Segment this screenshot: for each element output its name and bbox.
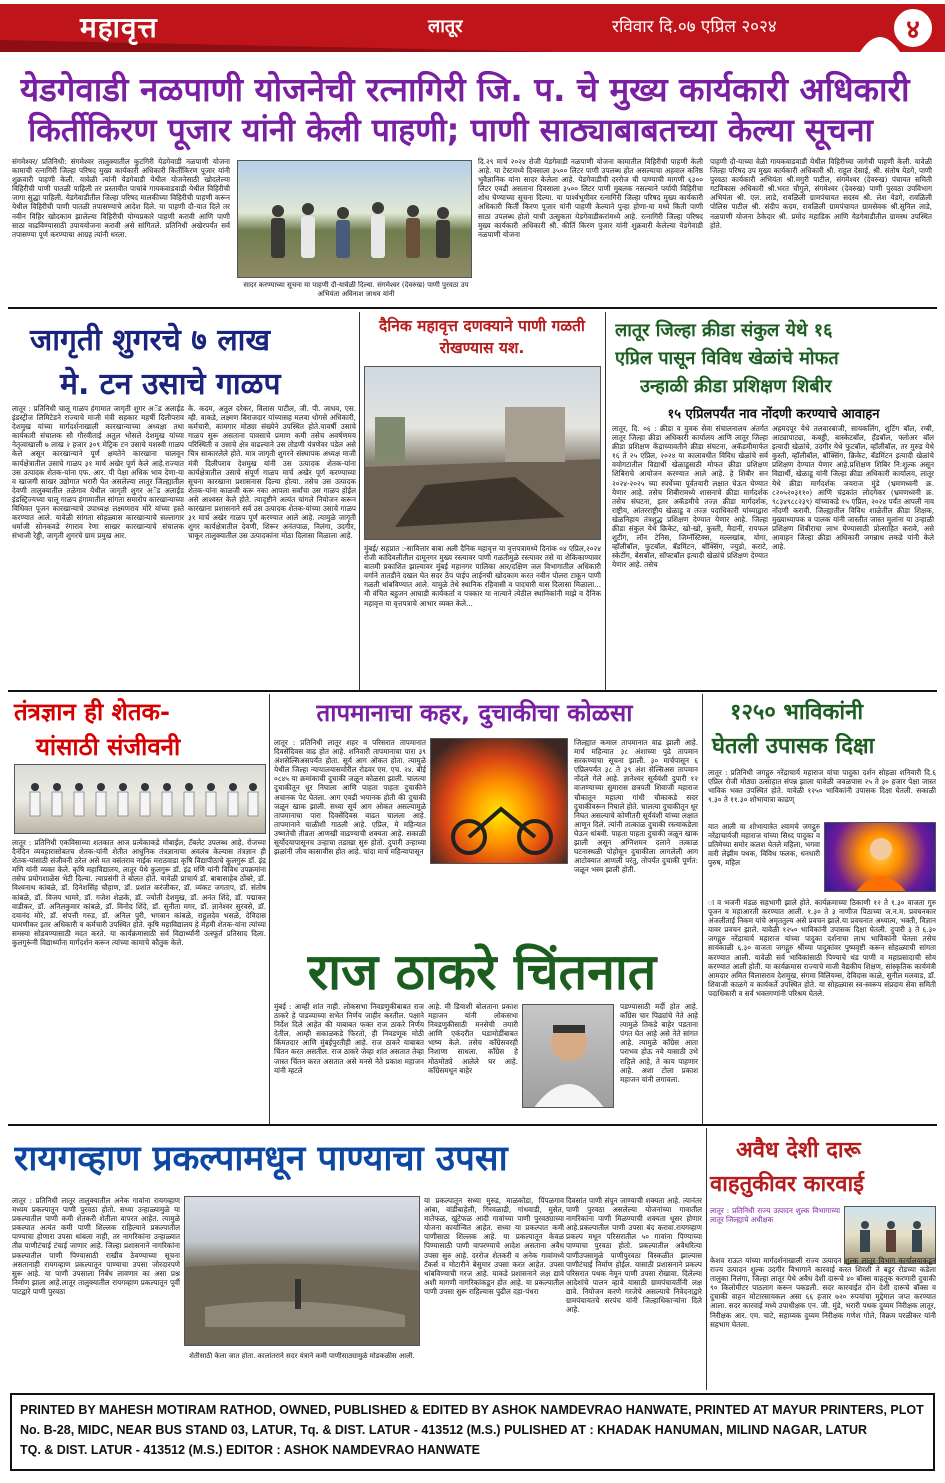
story7-photo [824,822,936,892]
divider [359,312,360,690]
story3-caption: मुंबई/ सहप्रात :-सावित्तार बाबा अली दैनिक महावृत्त या वृत्तपत्रामध्ये दिनांक ०४ एप्रिल,२०२४ रोजी कांदिवलीतील दामूनगर मुख्य रस्त्यावर पाणी गळतीमुळे रस्त्यावर तसे या शेकिकाण्यावर बातमी प्रकाशित झाल्यावर मुंबई महानगर पालिका आर/दक्षिण जल विभागातील अधिकारी वर्गाने तातडीने दखल घेत सदर ठेंप पाईप लाईनची खोदकाम करत नवीन पोलरा टाकून पाणी गळती थांबविण्यात आले. यामुळे तेथे स्थानिक रहिवासी व पादचारी यास दिलासा मिळाला... मी वंचित बहुजन आघाडी कार्यकर्ता व पत्रकार या नात्याने त्येठील स्थानिकांनी माझे व दैनिक महावृत्त या वृत्तपत्राचे आभार व्यक्त केले... [364,544,601,608]
story7-body-a: लातूर : प्रतिनिधी जगद्गुरु नरेंद्राचार्य महाराज यांचा पादुका दर्शन सोहळा शनिवारी दि.६ एप्रिल रोजी मोठ्या उत्साहात संपन्न झाला यावेळी जवळपास २५ ते ३० हजार पेक्षा जास्त भाविक भक्त उपस्थित होते. यावेळी १२५० भाविकांनी उपासक दिक्षा घेतली. सकाळी ९.३० ते ११.३० शोभायात्रा काढण् [708,768,936,805]
story7-headline-line1: १२५० भाविकांनी [730,700,864,725]
imprint-line3: TQ. & DIST. LATUR - 413512 (M.S.) EDITOR : ASHOK NAMDEVRAO HANWATE [20,1443,480,1457]
divider [706,1128,707,1390]
story1-photo [237,160,472,278]
guru-portrait-icon [825,823,936,892]
story9-col3: दिवसांत पाणी संपून जाण्याची शक्यता आहे. त्यानंतर पाणी पुरवठा असलेल्या योजनांच्या गावातील नागरिकांना पाणी मिळण्याची शक्यता धूसर होणार आहे.प्रकल्पातील पाणी उपसा बंद करावा.रायगव्हाण प्रकल्प मधून परिसरातील ५० गावांना पिण्याच्या पाण्याचा पुरवठा होतो. प्रकल्पातील अवैधरित्या पाणीउपसामुळे पाणीपुरवठा विस्कळीत झाल्यास पाणीटंचाई निर्माण होईल. यासाठी प्रशासनाने प्रकल्प परिसरात पथक नेमून पाणी उपसा रोखावा. दिलेल्या आदेशांचे पालन व्हावे यासाठी ग्रामपंचायतींनी लक्ष द्यावे. नियोजन करणे गरजेचे असल्याचे निवेदनाद्वारे ग्रामपंचायतचे सरपंच यांनी जिल्हाधिकाऱ्यांना दिले आहे. [566,1196,702,1315]
story10-headline-line2: वाहतुकीवर कारवाई [710,1172,864,1197]
story2-headline-line1: जागृती शुगरचे ७ लाख [30,323,270,358]
story9-headline: रायगव्हाण प्रकल्पामधून पाण्याचा उपसा [14,1139,508,1179]
page-number-badge [891,6,935,50]
imprint-box [10,1393,935,1471]
story1-headline-line2: किर्तीकिरण पूजार यांनी केली पाहणी; पाणी साठ्याबाबतच्या केल्या सूचना [28,111,873,149]
imprint-line2: No. B-28, MIDC, NEAR BUS STAND 03, LATUR, Tq. & DIST. LATUR - 413512 (M.S.) PULISHED AT : KHADAK HANUMAN, MILIND NAGAR, LATUR [20,1423,868,1437]
story3-photo [364,366,601,540]
road-repair-icon [365,367,601,540]
story7-headline-line2: घेतली उपासक दिक्षा [712,734,875,759]
story4-headline-line2: एप्रिल पासून विविध खेळांचे मोफत [615,348,839,369]
brand-name: महावृत्त [80,11,158,44]
story1-photo-caption: सादर करण्याच्या सूचना या पाहणी दौ-यावेळी दिल्या. संगमेश्वर (देवरुख) पाणी पुरवठा उप अभियंता अविनाश जाधव यांनी [243,281,469,298]
story3-headline: दैनिक महावृत्त दणक्याने पाणी गळती रोखण्यास यश. [379,317,585,357]
story9-photo [184,1196,420,1346]
story4-headline-line3: उन्हाळी क्रीडा प्रशिक्षण शिबीर [640,376,832,397]
story6-headline: तापमानाचा कहर, दुचाकीचा कोळसा [316,699,633,727]
story5-photo [14,764,266,834]
story6-col2: जिल्ह्यात कमाल तापमानात वाढ झाली आहे. मार्च महिन्यात ३८ अंशाच्या पुढे तापमान सरकण्याचा सूचना झाली. ३० मार्चपासून ६ एप्रिलपर्यंत ३८ ते ३९ अंश सेल्सिअस तापमान नोंदले गेले आहे. ज्ञानेश्वर सूर्यवंशी दुपारी १२ वाजण्याच्या सुमारास छत्रपती शिवाजी महाराज चौकातून महात्मा गांधी चौकाकडे सदर दुचाकीवरून निघाले होते. चालत्या दुचाकीतून धूर निघत असल्याचे कोणीतरी सूर्यवंशी यांच्या लक्षात आणून दिले. त्यांनी तात्काळ दुचाकी रस्त्याकडेला घेऊन थांबवी. पाहता पाहता दुचाकी जळून खाक झाली असून अग्निशमन दलाने तत्काळ घटनास्थळी पोहोचून दुचाकीला लागलेली आग आटोक्यात आणली परंतु, तोपर्यंत दुचाकी पूर्णत: जळून भस्म झाली होती. [574,738,698,875]
imprint-line1: PRINTED BY MAHESH MOTIRAM RATHOD, OWNED, PUBLISHED & EDITED BY ASHOK NAMDEVRAO HANWATE, PRINTED AT MAYUR PRINTERS, PLOT [20,1403,924,1417]
people-group-icon [238,161,472,278]
divider [702,694,703,1124]
story8-col3: पडण्यासाठी मर्दी होत आहे. काँग्रेस चार पिढ्यांचे नेते आहे त्यामुळे तिकडे बाहेर पडताना पंगत घेत आहे असे नेते सांगत आहे. त्यामुळे काँग्रेस आता पराभव होऊ नये यासाठी उभे राहिले आहे, ते काय पाहणार आहे. अशा टोला प्रकाश महाजन यांनी लगावला. [620,1002,698,1084]
story10-photo-caption: लातूर : प्रतिनिधी राज्य उत्पादन शुल्क विभागाच्या लातूर जिल्ह्याचे अधीक्षक [710,1206,840,1225]
divider [8,690,937,692]
city-name: लातूर [428,16,463,37]
story9-col1: लातूर : प्रतिनिधी लातूर तालुक्यातील अनेक गावांना रायगव्हाण मध्यम प्रकल्पातून पाणी पुरवठा होतो. सध्या उन्हाळ्यामुळे या प्रकल्पातील पाणी कमी शेतकरी शेतीला वापरत आहेत. त्यामुळे प्रकल्पात अत्यंत कमी पाणी शिल्लक राहिल्याने प्रकल्पातील पाण्याचा होणारा उपसा थांबला नाही, तर नागरिकांना उन्हाळ्यात तीव्र पाणीटंचाई टंचाई जाणार आहे. जिल्हा प्रशासनाने नागरिकांना प्रकल्पातील पाणी पिण्यासाठी राखीव ठेवण्याच्या सूचना असतानाही रायगव्हाण प्रकल्पातून पाण्याचा उपसा जोरदारपणे सुरू आहे. या पाणी उपसाला निर्बंध लावणार का असा प्रश्न निर्माण झाला आहे.लातूर तालुक्यातील रायगव्हाण प्रकल्पातून पूर्वी पाटद्वारे पाणी पुरवठा [12,1196,180,1296]
story6-photo [430,738,568,864]
story7-body-c: ा व भजनी मंडळ सहभागी झाले होते. कार्यक्रमाच्या ठिकाणी १२ ते १.३० वाजता गुरु पूजन व महाआरती करण्यात आली. १.३० ते ३ नाणीज पिठाच्या ज.न.म. प्रवचनकार अंजलीताई निकम यांचे अमृततुल्य असे प्रवचन झाले.या प्रवचनात अध्यात्म, भक्ती, विज्ञान यावर प्रवचन झाले. यावेळी १२५० भाविकांनी उपासक दिक्षा घेतली. दुपारी ३ ते ६.३० जगद्गुरु नरेंद्राचार्य महाराज यांच्या पादुका दर्शनाचा लाभ भाविकांनी घेतला तसेच सायंकाळी ६.३० वाजता जगद्गुरु श्रींच्या पादुकांवर पुष्पवृष्टी करून सोहळ्याची सांगता करण्यात आली. यावेळी सर्व भाविकांसाठी पिण्याचे थंड पाणी व महाप्रसादाची सोय करण्यात आली होती. या कार्यक्रमास राज्याचे माजी वैद्यकीय शिक्षण, सांस्कृतिक कार्यमंत्री आमदार अमित विलासराव देशमुख, संगमा विलियम्स, देविदास काळे, सुनील मलवाड, डॉ. शिवाजी काळगे व कार्यकर्ते उपस्थित होते. या सोहळ्यास स्व-स्वरूप संप्रदाय सेवा समिती पदाधिकारी व सर्व भक्तगणांनी परिश्रम घेतले. [708,898,936,998]
story8-col2: आहे. मी डियाशी बोलताना प्रकाश महाजन यांनी लोकसभा निवडणुकीसाठी मनसेची तयारी आणि एकंदरीत घडामोडींबाबत भाष्य केले. तसेच काँग्रेसवरही निशाणा साधला. काँग्रेस हे मोठमोठ्ये आलेले घर आहे. काँग्रेसमधून बाहेर [428,1002,518,1075]
story1-col3: दि.२९ मार्च २०२४ रोजी येडगेवाडी नळपाणी योजना कामातील विहिरीची पाहणी केली आहे. या टेस्टमध्ये दिवसाला ३५०० लिटर पाणी उपलब्ध होत असल्याचा अहवाल कनिष्ठ भुवैज्ञानिक यांना सादर केलेला आहे. येडगेवाडीची दररोज ची पाण्याची मागणी ६३०० लिटर एवढी असताना दिवसाला ३५०० लिटर पाणी मुबलक नसल्याने पर्यायी विहिरीचा शोध घेण्याच्या सूचना दिल्या. या पार्श्वभूमीवर रत्नागिरी जिल्हा परिषद मुख्य कार्यकारी अधिकारी किर्ती किरण पूजार यांनी पाहणी केल्याने पुन्हा होणा-या मध्ये किती पाणी साठा उपलब्ध होतो याची उत्सुकता येडगेवाडीकरांमध्ये आहे. रत्नागिरी जिल्हा परिषद मुख्य कार्यकारी अधिकारी श्री. कीर्ति किरण पुजार यांनी शुक्रवारी केलेल्या येडगेवाडी नळपाणी योजना [478,157,703,239]
story5-body: लातूर : प्रतिनिधी एकविसाव्या शतकात आज प्रत्येकाकडे मोबाईल, टॅबलेट उपलब्ध आहे. रोजच्या दैनंदिन व्यवहारासोबतच शेतक-यांनी शेतीत आधुनिक तंत्रज्ञानाचा अवलंब केल्यास तंत्रज्ञान ही शेतक-यांसाठी संजीवनी ठरेल असे मत वसंतराव नाईक मराठवाडा कृषि विद्यापीठाचे कुलगुरू डॉ. इंद्र मणि यांनी व्यक्त केले. कृषि महाविद्यालय, लातूर येथे कुलगुरू डॉ. इंद्र मणि यांनी विविध उपक्रमांना तसेच प्रयोगशाळेस भेटी दिल्या. त्याप्रसंगी ते बोलत होते. यावेळी प्राचार्य डॉ. बाबासाहेब ठोंबरे, डॉ. विश्वनाथ कांबळे, डॉ. दिनेशसिंह चौहाण, डॉ. प्रशांत करंजीकर, डॉ. व्यंकट जगताप, डॉ. संतोष कांबळे, डॉ. विजय भामरे, डॉ. गजेश शेळके, डॉ. ज्योती देशमुख, डॉ. अनंत शिंदे, डॉ. पद्माकर वाडीकर, डॉ. अनिलकुमार कांबळे, डॉ. विनोद शिंदे, डॉ. सुनीता मगर, डॉ. ज्ञानेश्वर सुरवसे, डॉ. दयानंद मोरे, डॉ. संपत्ती गरुड, डॉ. अनिल पुरी, भगवान कांबळे, राहुलदेव भसळे, देविदास घामणीकर इतर अधिकारी व कर्मचारी उपस्थित होते. कृषि महाविद्यालय हे मेहमी शेतक-यांना त्यांच्या समस्या सोडवण्यासाठी मदत करते. या कार्यक्रमासाठी सर्व विद्यार्थ्यांनी उत्स्फूर्त प्रतिसाद दिला. कुलगुरूंनी विद्यार्थ्यांना मार्गदर्शन करून त्यांच्या कामाचे कौतुक केले. [12,838,266,948]
story2-headline-line2: मे. टन उसाचे गाळप [60,367,281,402]
divider [8,307,937,309]
story9-photo-caption: शेतीसाठी केला जात होता. कालांतराने सदर यंत्राने कमी पाणीसाठ्यामुळे मोडकळीस आली. [189,1352,415,1360]
story10-headline-line1: अवैध देशी दारू [736,1138,861,1163]
divider [8,1124,937,1126]
divider [605,312,606,690]
person-portrait-icon [523,1005,614,1108]
story8-col1: मुंबई : आम्ही शांत नाही. लोकसभा निवडणुकीबाबत राज ठाकरे हे पाडव्याच्या सभेत निर्णय जाहीर करतील. पक्षाने निर्देश दिले आहेत की याबाबत फक्त राज ठाकरे निर्णय देतील. आम्ही सकाळकडे फिरतो, ही निवडणूक मोठी किंमतदार आणि मुंबईपुरतीही आहे. राज ठाकरे याबाबत चिंतन करत असतील. राज ठाकरे जेव्हा शांत असतात तेव्हा जास्त चिंतन करत असतात असे मनसे नेते प्रकाश महाजन यांनी म्हटले [274,1002,424,1075]
story6-col1: लातूर : प्रतिनिधी लातूर शहर व परिसरात तापमानात दिवसेंदिवस वाढ होत आहे. शनिवारी तापमानाचा पारा ३९ अंशसेल्सिअसपर्यंत होता. सूर्य आग ओकत होता. त्यामुळे येथील जिल्हा न्यायालयासमोरील रोडवर एम. एच. २४. बीई ०८४५ या क्रमांकाची दुचाकी जळून कोळसा झाली. चालत्या दुचाकीतून धूर निघाला आणि पाहता पाहता दुचाकीने अचानक पेट घेतला. आग एवढी भयानक होती की दुचाकी जळून खाक झाली. सध्या सूर्य आग ओकत असल्यामुळे तापमानाचा पारा दिवसेंदिवस वाढत चालला आहे. तापमानाने चाळीशी गाठली आहे. एप्रिल, मे महिन्यात उष्णतेची तीव्रता आणखी वाढण्याची शक्यता आहे. सकाळी सूर्योदयापासूनच उन्हाचा तडाखा सुरु होतो. दुपारी उन्हाच्या झळांनी जीव कासावीस होत आहे. चांदा मार्च महिन्यापासून [274,738,426,857]
issue-date: रविवार दि.०७ एप्रिल २०२४ [612,17,777,37]
story4-col2: अहमदपूर येथे तलवारबाजी, सायकलिंग, शुटिंग बॉल, रग्बी, आट्यापाट्या, कबड्डी, बास्केटबॉल, हँडबॉल, फ्लोअर बॉल इत्यादी खेळांचे, उदगीर येथे फुटबॉल, व्हॉलीबॉल, तर मुरुड येथे कुस्ती, व्हॉलीबॉल, बॉक्सिंग, क्रिकेट, बॅडमिंटन इत्यादी खेळांचे प्रशिक्षण देण्यात येणार आहे.प्रशिक्षण शिबिर नि:शुल्क असून विद्यार्थी, खेळाडू यांनी जिल्हा क्रीडा अधिकारी कार्यालय, लातूर येथे क्रीडा मार्गदर्शक जयराज मुंडे (भ्रमणध्वनी क्र. ८२०५२०३११०) आणि चंद्रकांत लोदगेकर (भ्रमणध्वनी क्र. ९८३४९८८२३९) यांच्याकडे १५ एप्रिल, २०२४ पर्यंत आपली नाव नोंदणी करावी. जिल्ह्यातील विविध शाळेतील क्रीडा शिक्षक, मुख्याध्यापक व पालक यांनी जास्तीत जास्त मुलांना या उन्हाळी प्रशिक्षण शिबीराचा लाभ घेण्यासाठी प्रोत्साहित करावे, असे आवाहन जिल्हा क्रीडा अधिकारी जगन्नाथ लकडे यांनी केले आहे. [772,424,934,552]
story2-col2: के. कदम, अतुल दरेकर, विलास पाटील, जी. पी. जाधव, एस. व्ही. वाकडे, लक्ष्मण बिराजदार यांच्यासह मलवा धोगसे अधिकारी, कर्मचारी, कामगार मोठ्या संख्येने उपस्थित होते.यावर्षी उसाचे गाळप सुरू असताना पावसाचे प्रमाण कमी तसेच अवर्षणमय परिस्थिती व उसाचे क्षेत्र वाढल्याने उस तोडणी यंत्रणेवर पडेल असे चित्र साकारलेले होते. मात्र जागृती शुगरने संस्थापक अध्यक्ष माजी मंत्री दिलीपराव देशमुख यांनी उस उत्पादक शेतक-यांना कार्यक्षेत्रातील उसाचे संपूर्ण गाळप मार्च अखेर पूर्ण करण्याच्या सूचना कारखाना प्रशासनास दिल्या होत्या. तसेच उस उत्पादक शेतक-यांना काळजी करू नका आपला सर्वांचा उस गाळप होईल असे आश्वस्त केले होते. त्यादृष्टीने अत्यंत चांगले नियोजन करून कारखाना प्रशासनाने सर्व उस उत्पादक शेतक-यांच्या उसाचे गाळप ३१ मार्च अखेर गाळप पूर्ण करण्यात आले आहे. त्यामुळे जागृती शुगर कार्यक्षेत्रातील देवणी, शिरूर अनंतपाळ, निलंगा, उदगीर, चाकूर तालुक्यातील उस उत्पादकांना मोठा दिलासा मिळाला आहे. [188,404,356,541]
burning-bike-icon [431,739,568,864]
story1-col1: संगमेश्वर/ प्रतिनिधी: संगमेश्वर तालुक्यातील कुटगिरी येडगेवाडी नळपाणी योजना कामाची रत्नागिरी जिल्हा परिषद मुख्य कार्यकारी अधिकारी किर्तीकिरण पूजार यांनी शुक्रवारी पाहणी केली. यावेळी त्यांनी येडगेवाडी येथील योजनेसाठी खोदलेल्या विहिरीची पाणी पातळी पाहिली तर प्रस्तावीत पाचांबे गायकवाडवाडी येथील विहिरीची जागा सुद्धा पाहिली. येडगेवाडीतील जिल्हा परिषद मालकीच्या विहिरीची पाहणी करून येथील विहिरीची पाणी पातळी तपासण्याचे आदेश दिले. या पाहणी दौ-यात दिले तर नवीन विहिर खोदकाम झालेल्या विहिरीची योग्यप्रकारे पाहणी करावी आणि पाणी साठा वाढविण्यासाठी उपाययोजना करावी असे सांगितले. प्रतिनिधी अखेरपर्यंत सर्व तपासण्या पूर्ण करण्याचा आग्रह त्यांनी धरला. [12,157,230,239]
masthead-bar [0,0,945,58]
story9-col2: या प्रकल्पातून सध्या मुरुड, माळकोडा, पिंपळगाव आंबा, वांडीबाहेली, गिरवळाद्री, गांधवाडी, मुसेत, मातेफळ, खुंटेफळ आदी गावांच्या पाणी पुरवठ्याच्या योजना कार्यान्वित आहेत. सध्या या प्रकल्पात कमी पाणीसाठा शिल्लक आहे. या प्रकल्पातून केवळ पिण्यासाठी पाणी वापरण्याचे आदेश असताना अवैध उपसा सुरु आहे. दररोज शेतकरी व अनेक गावांमध्ये टँकर्स व मोटारीने बेसुमार उपसा करत आहेत. उपसा थांबविण्याची गरज आहे. याकडे प्रशासनाने लक्ष द्यावे अशी मागणी नागरिकांकडून होत आहे. या प्रकल्पातील पाणी उपसा सुरू राहिल्यास पुढील दहा-पंधरा [424,1196,564,1296]
story10-body: केशव राऊत यांच्या मार्गदर्शनाखाली राज्य उत्पादन शुल्क लातूर विभाग कार्यालयाकडून राज्य उत्पादन शुल्क उदगीर विभागाने कारवाई करत शिरशी ते बडूर रोडच्या कडेला तालुका निलंगा, जिल्हा लातूर येथे अवैध देशी दारूचे ४० बॉक्स वाहतूक करणारी दुचाकी ९० किलोमीटर पाठलाग करून पकडली. सदर कारवाईत दोन देशी दारूचे बॉक्स व दुचाकी वाहन मोटारसायकल असा ६६ हजार ७२० रुपयांचा मुद्देमाल जप्त करण्यात आला. सदर कारवाई मध्ये उपाधीक्षक एन. जी. मुंडे, भरारी पथक दुय्यम निरीक्षक लातूर, निरीक्षक आर. एम. चाटे, सहाय्यक दुय्यम निरीक्षक गणेश गोले, विक्रम परळीकर यांनी सहभाग घेतला. [710,1256,936,1329]
story8-headline: राज ठाकरे चिंतनात [307,943,657,1001]
story8-photo [522,1004,614,1108]
divider [269,694,270,1124]
story4-col1: लातूर, दि. ०६ : क्रीडा व युवक सेवा संचालनालय अंतर्गत लातूर जिल्हा क्रीडा अधिकारी कार्यालय आणि लातूर जिल्हा क्रीडा प्रशिक्षण केंद्राच्यावतीने क्रीडा संघटना, अकॅडमीमार्फत १६ ते २५ एप्रिल, २०२४ या कालावधीत विविध खेळांचे सर्व वयोगटातील विद्यार्थी खेळाडूसाठी मोफत क्रीडा प्रशिक्षण शिबिराचे आयोजन करण्यात आले आहे. हे शिबीर सन २०२४-२०२५ च्या स्पर्धेच्या पूर्वतयारी लक्षात घेऊन घेण्यात येणार आहे. तसेच शिबीरामध्ये शासनाचे क्रीडा मार्गदर्शक तसेच संघटना, इतर अकॅडमीचे तज्ज्ञ क्रीडा मार्गदर्शक, राष्ट्रीय, आंतरराष्ट्रीय खेळाडू व तज्ज्ञ पदाधिकारी यांच्याद्वारा खेळनिहाय तंत्रशुद्ध प्रशिक्षण देण्यात येणार आहे. जिल्हा क्रीडा संकुल येथे क्रिकेट, खो-खो, कुस्ती, मैदानी, रायफल शुटींग, लॉन टेनिस, जिम्नॅस्टिक्स, मल्लखांब, योगा, व्हॉलीबॉल, फुटबॉल, बॅडमिंटन, बॉक्सिंग, ज्युडो, कराटे, स्केटींग, बेसबॉल, सॉफ्टबॉल इत्यादी खेळांचे प्रशिक्षण देण्यात येणार आहे. तसेच [612,424,768,570]
story7-body-b: यात आली या शोभायात्रेत श्यामचे जगद्गुरु नरेंद्राचार्यजी महाराज यांच्या सिध्द पादुका व प्रतिमेच्या समोर कलश घेतले महिला, भगवा वारी लेझीम पथक, विविध फलक, धनधारी पुरुष, महिल [708,822,820,868]
story2-col1: लातूर : प्रतिनिधी चालू गाळप हंगामात जागृती शुगर अॅड अलाईड इंडस्ट्रीज लिमिटेडने राज्याचे माजी मंत्री सहकार महर्षी दिलीपराव देशमुख यांच्या मार्गदर्शनाखाली कारखान्याच्या अध्यक्षा तथा कार्यकारी संचालक सौ गौरवीताई अतुल भोसले देशमुख यांच्या नेतृत्वाखाली ७ लाख २ हजार ३०९ मेट्रिक टन उसाचे यशस्वी गाळप केले असून कारखान्याने पूर्ण क्षमतेने कारखाना चालवून कार्यक्षेत्रातील उसाचे गाळप ३१ मार्च अखेर पूर्ण केले आहे.राज्यात उस उत्पादक शेतक-यांना एफ. आर. पी पेक्षा अधिक भाव देणा-या व खाजगी साखर उद्योगात भरारी घेत असलेल्या लातूर जिल्ह्यातील देवणी तालुक्यातील तळेगाव येथील जागृती शुगर अॅड अलाईड इंडस्ट्रिज्यच्या चालू गाळप हंगामातील सांगता समारोप कारखान्याच्या विधिवत पूजन कारखान्याचे उपाध्यक्ष लक्ष्मणराव मोरे यांच्या हस्ते करण्यात आले. यावेळी सांगता सोहळ्यास कारखान्याचे सल्लागार धर्माजी सोनकवडे रंगाराव रेणा साखर कारखान्याचे संचालक संभाजी रेड्डी, जागृती शुगरचे ग्राम प्रमुख आर. [12,404,184,541]
dry-reservoir-icon [185,1197,420,1346]
students-group-icon [15,765,266,834]
story4-headline-line1: लातूर जिल्हा क्रीडा संकुल येथे १६ [615,320,833,341]
story5-headline-line1: तंत्रज्ञान ही शेतक- [14,698,170,726]
story5-headline-line2: यांसाठी संजीवनी [36,733,181,761]
story1-col4: पाहणी दौ-याच्या वेळी गायकवाडवाडी येथील विहिरीच्या जागेची पाहणी केली. यावेळी जिल्हा परिषद उप मुख्य कार्यकारी अधिकारी श्री. राहुल देसाई, श्री. संतोष येडगे, पाणी पुरवठा कार्यकारी अभियंता श्री.मगुरी पाटील, संगमेश्वर (देवरुख) पंचायत समिती गटविकास अधिकारी श्री.भरत चौगुले, संगमेश्वर (देवरुख) पाणी पुरवठा उपविभाग अभियंता श्री. एल. लाडे, रावळिली ग्रामपंचायत सदस्य श्री. लेश येडगे, रावळिली पोलिस पाटील श्री. संदीप कदम, रावळिली ग्रामपंचायत ग्रामसेवक श्री.सुनिल लाडे, नळपाणी योजना ठेकेदार श्री. प्रमोद महाडिक आणि येडगेवाडीतील ग्रामस्थ उपस्थित होते. [710,157,932,230]
story4-subheadline: १५ एप्रिलपर्यंत नाव नोंदणी करण्याचे आवाहन [667,407,880,422]
story1-headline-line1: येडगेवाडी नळपाणी योजनेची रत्नागिरी जि. प. चे मुख्य कार्यकारी अधिकारी [20,70,910,109]
page-number: ४ [906,15,920,45]
